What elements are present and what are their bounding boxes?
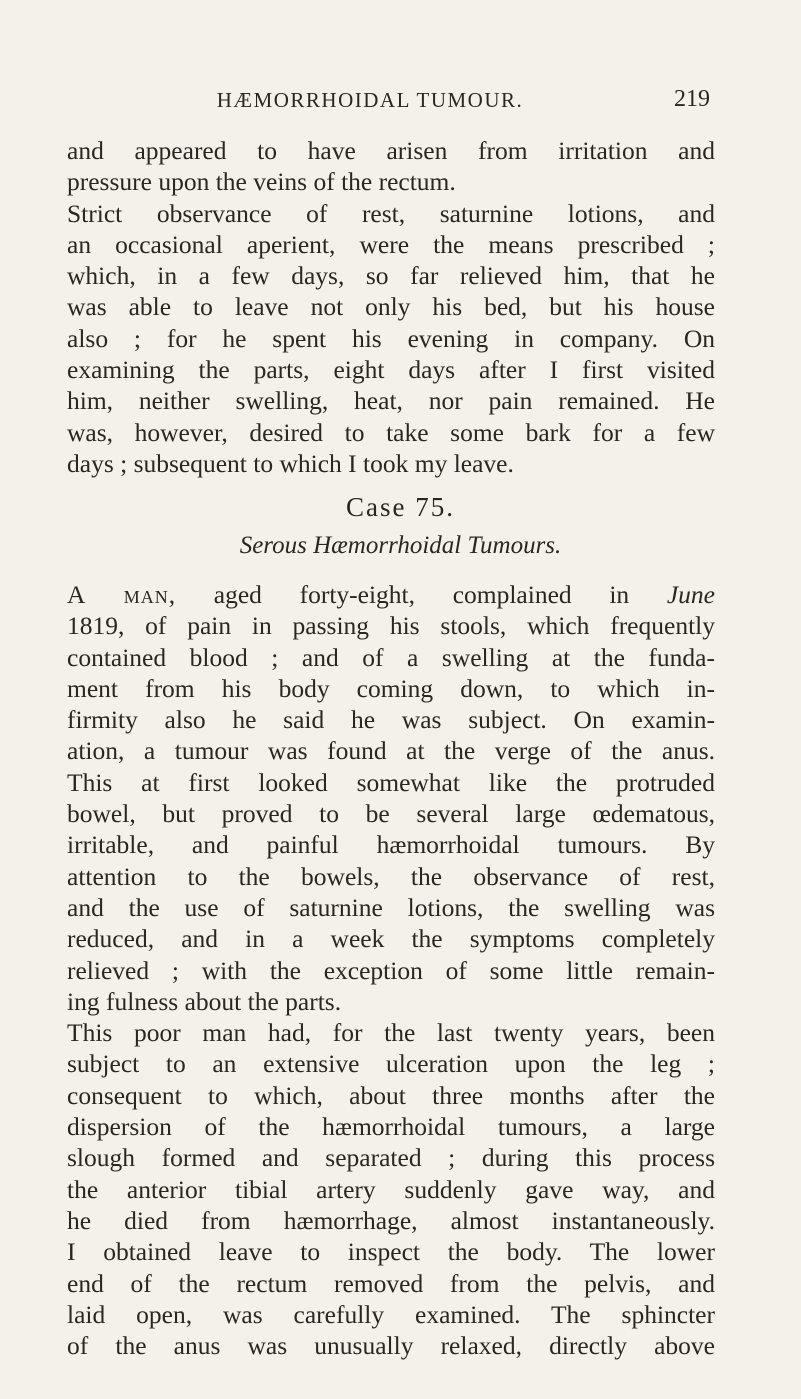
text-line: attention to the bowels, the observance of rest,: [67, 861, 715, 891]
text-line: pressure upon the veins of the rectum.: [67, 167, 456, 197]
text-line: reduced, and in a week the symptoms completely: [67, 924, 715, 954]
text-line: This poor man had, for the last twenty years, been: [67, 1018, 715, 1048]
text-line: which, in a few days, so far relieved him, that he: [67, 261, 715, 291]
text-line: Strict observance of rest, saturnine lotions, and: [67, 198, 715, 228]
text-line: was able to leave not only his bed, but his house: [67, 292, 715, 322]
case-heading: Case 75.: [346, 492, 455, 522]
case-subtitle: Serous Hæmorrhoidal Tumours.: [239, 532, 562, 559]
text-line: laid open, was carefully examined. The sphincter: [67, 1299, 715, 1329]
text-line: was, however, desired to take some bark for a few: [67, 417, 715, 447]
text-line: I obtained leave to inspect the body. The lower: [67, 1237, 715, 1267]
text-line: also ; for he spent his evening in company. On: [67, 323, 715, 353]
text-line: consequent to which, about three months after the: [67, 1080, 715, 1110]
text-line: end of the rectum removed from the pelvis, and: [67, 1268, 715, 1298]
opening-words: A man,: [67, 580, 177, 609]
month-text: June: [666, 580, 715, 609]
text-line: 1819, of pain in passing his stools, which frequently: [67, 611, 715, 641]
first-line-text: aged forty-eight, complained in: [176, 580, 667, 609]
text-line: and the use of saturnine lotions, the swelling was: [67, 892, 715, 922]
page-number: 219: [674, 86, 710, 112]
text-line: days ; subsequent to which I took my leave.: [67, 448, 514, 478]
text-line-first: [67, 579, 715, 610]
text-line: dispersion of the hæmorrhoidal tumours, a large: [67, 1112, 715, 1142]
text-line: contained blood ; and of a swelling at the funda-: [67, 642, 715, 672]
text-line: examining the parts, eight days after I first visited: [67, 355, 715, 385]
text-line: of the anus was unusually relaxed, directly above: [67, 1331, 715, 1361]
text-line: the anterior tibial artery suddenly gave way, and: [67, 1174, 715, 1204]
text-line: bowel, but proved to be several large œdematous,: [67, 799, 715, 829]
text-line: irritable, and painful hæmorrhoidal tumours. By: [67, 830, 715, 860]
text-line: ing fulness about the parts.: [67, 986, 342, 1016]
running-head: HÆMORRHOIDAL TUMOUR.: [216, 88, 524, 112]
text-line: an occasional aperient, were the means prescribed ;: [67, 229, 715, 259]
text-line: This at first looked somewhat like the protruded: [67, 767, 715, 797]
text-line: him, neither swelling, heat, nor pain remained. He: [67, 386, 715, 416]
paragraph-2: [67, 579, 715, 1361]
text-line: relieved ; with the exception of some little remain-: [67, 955, 715, 985]
text-line: firmity also he said he was subject. On examin-: [67, 705, 715, 735]
text-line: subject to an extensive ulceration upon the leg ;: [67, 1049, 715, 1079]
text-line: ment from his body coming down, to which in-: [67, 673, 715, 703]
text-line: ation, a tumour was found at the verge of the anus.: [67, 736, 715, 766]
text-line: he died from hæmorrhage, almost instantaneously.: [67, 1205, 715, 1235]
text-line: slough formed and separated ; during this process: [67, 1143, 715, 1173]
paragraph-1: [67, 135, 715, 479]
text-line: and appeared to have arisen from irritation and: [67, 136, 715, 165]
